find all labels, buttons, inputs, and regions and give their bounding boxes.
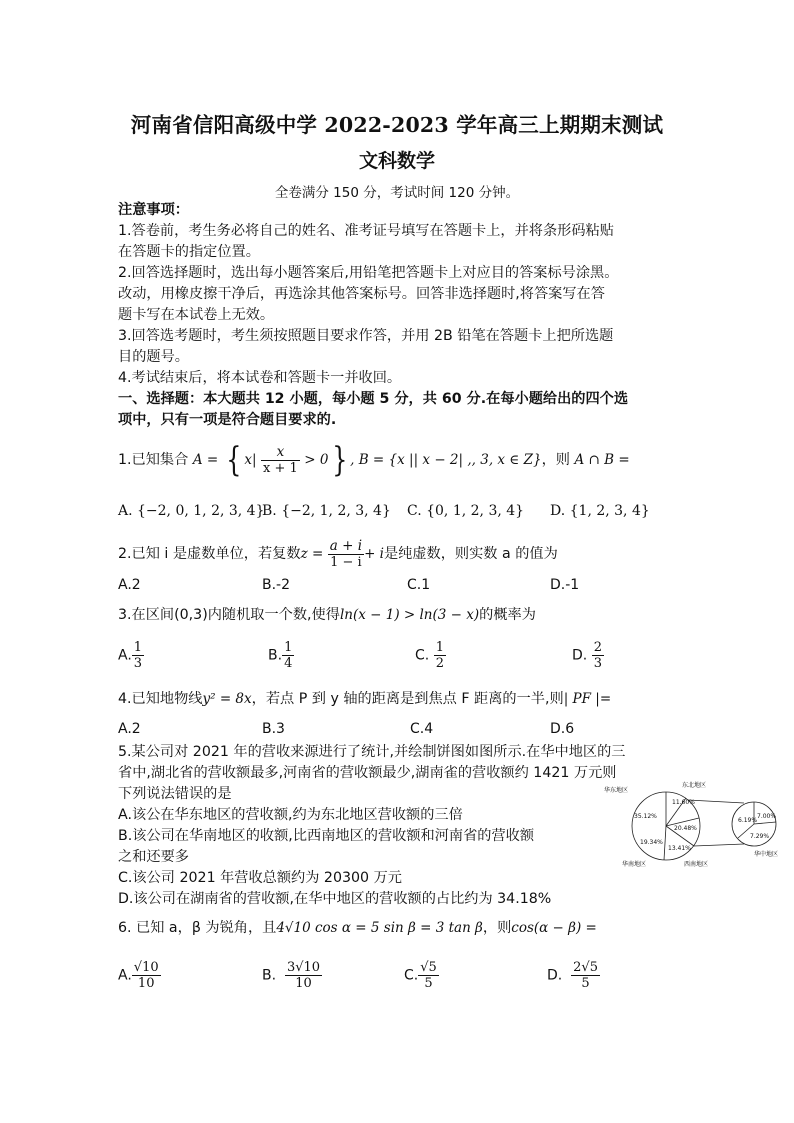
question-text: 6. 已知 a，β 为锐角，且 <box>118 920 277 936</box>
question-text: ，则 <box>482 920 512 936</box>
fraction-numerator: 1 <box>435 640 444 655</box>
option-c: C.1 <box>407 577 431 593</box>
section-heading-cont: 项中，只有一项是符合题目要求的. <box>118 412 337 428</box>
chart-value: 35.12% <box>634 813 657 820</box>
option-a: A.2 <box>118 721 141 737</box>
fraction-denominator: 2 <box>435 656 444 671</box>
fraction <box>132 640 144 671</box>
option-label: B. <box>262 967 277 984</box>
fraction <box>418 960 439 991</box>
option-a: A. {−2, 0, 1, 2, 3, 4} <box>118 503 265 519</box>
right-brace: } <box>331 440 347 480</box>
option-c: C.该公司 2021 年营收总额约为 20300 万元 <box>118 870 402 886</box>
chart-value: 7.00% <box>757 813 777 820</box>
chart-label: 西南地区 <box>684 861 709 868</box>
chart-value: 19.34% <box>640 839 663 846</box>
fraction-denominator: 10 <box>132 975 161 991</box>
option-c: C.4 <box>410 721 434 737</box>
math-expr: + i <box>364 546 384 562</box>
question-text: 1.已知集合 <box>118 452 189 468</box>
option-b <box>268 640 294 671</box>
fraction-denominator: 5 <box>571 975 600 991</box>
notice-line: 改动，用橡皮擦干净后，再选涂其他答案标号。回答非选择题时,将答案写在答 <box>118 286 605 302</box>
question-text: ，则 <box>541 452 570 468</box>
math-expr: ln(x − 1) > ln(3 − x) <box>339 607 480 623</box>
option-b: B.该公司在华南地区的收额,比西南地区的营收额和河南省的营收额 <box>118 828 535 844</box>
option-d: D.该公司在湖南省的营收额,在华中地区的营收额的占比约为 34.18% <box>118 891 552 907</box>
option-label: D. <box>547 967 563 984</box>
chart-label: 华南地区 <box>622 861 647 868</box>
fraction <box>285 960 322 991</box>
fraction <box>282 640 294 671</box>
section-heading: 一、选择题：本大题共 12 小题，每小题 5 分，共 60 分.在每小题给出的四个选 <box>118 391 629 407</box>
question-1 <box>118 440 630 480</box>
math-expr: 4√10 cos α = 5 sin β = 3 tan β <box>276 920 483 936</box>
fraction-numerator: 2 <box>593 640 602 655</box>
question-5-line: 下列说法错误的是 <box>118 786 232 802</box>
notice-line: 1.答卷前，考生务必将自己的姓名、准考证号填写在答题卡上，并将条形码粘贴 <box>118 223 614 239</box>
math-expr: z = <box>300 546 324 562</box>
exam-note: 全卷满分 150 分，考试时间 120 分钟。 <box>274 185 520 201</box>
notice-line: 目的题号。 <box>118 349 189 365</box>
connector-line <box>688 800 744 803</box>
fraction-numerator: √10 <box>133 960 159 975</box>
fraction-denominator: 10 <box>285 975 322 991</box>
notice-line: 在答题卡的指定位置。 <box>118 244 260 260</box>
fraction-denominator: 3 <box>593 656 602 671</box>
option-label: A. <box>118 967 132 984</box>
notice-line: 题卡写在本试卷上无效。 <box>118 307 275 323</box>
option-label: A. <box>118 647 132 664</box>
fraction-numerator: a + i <box>329 537 363 554</box>
option-b: B. {−2, 1, 2, 3, 4} <box>262 503 391 519</box>
question-5-line: 省中,湖北省的营收额最多,河南省的营收额最少,湖南雀的营收额约 1421 万元则 <box>118 765 617 781</box>
question-5-line: 5.某公司对 2021 年的营收来源进行了统计,并绘制饼图如图所示.在华中地区的三 <box>118 744 626 760</box>
math-expr: cos(α − β) = <box>511 920 597 936</box>
fraction <box>328 539 364 570</box>
option-a <box>118 960 161 991</box>
math-expr: x| <box>244 452 257 468</box>
pie-slice-edge <box>664 826 666 860</box>
question-text: 的概率为 <box>479 607 536 623</box>
fraction-denominator: 4 <box>284 656 293 671</box>
page-title: 河南省信阳高级中学 2022-2023 学年高三上期期末测试 <box>130 113 664 137</box>
option-d: D.6 <box>550 721 575 737</box>
chart-value: 13.41% <box>668 845 691 852</box>
chart-value: 7.29% <box>750 833 770 840</box>
option-d <box>547 960 600 991</box>
fraction-denominator: 3 <box>133 656 143 671</box>
chart-value: 6.19% <box>738 817 758 824</box>
option-c <box>415 640 446 671</box>
fraction-numerator: 3√10 <box>286 960 321 975</box>
fraction <box>571 960 600 991</box>
math-expr: > 0 <box>304 452 329 468</box>
math-expr: , B = {x || x − 2| ,, 3, x ∈ Z} <box>350 452 542 468</box>
left-brace: { <box>225 440 242 480</box>
option-label: C. <box>415 647 430 664</box>
fraction-denominator: x + 1 <box>263 460 298 476</box>
chart-label: 华中地区 <box>754 851 779 858</box>
fraction-numerator: 1 <box>133 640 143 655</box>
chart-label: 东北地区 <box>682 782 707 789</box>
question-text: 2.已知 i 是虚数单位，若复数 <box>118 546 301 562</box>
chart-label: 华东地区 <box>604 787 629 794</box>
question-2 <box>118 537 558 571</box>
option-b: B.-2 <box>262 577 291 593</box>
fraction-numerator: x <box>276 443 285 460</box>
option-c: C. {0, 1, 2, 3, 4} <box>407 503 525 519</box>
fraction-numerator: √5 <box>420 960 437 975</box>
math-expr: A = <box>192 452 219 468</box>
fraction-numerator: 1 <box>284 640 293 655</box>
pie-chart-figure <box>604 778 794 870</box>
option-c <box>404 960 439 991</box>
fraction-numerator: 2√5 <box>573 960 598 975</box>
fraction-denominator: 1 − i <box>328 554 364 570</box>
fraction <box>592 640 604 671</box>
question-text: 是纯虚数，则实数 a 的值为 <box>383 546 558 562</box>
option-d <box>572 640 604 671</box>
question-text: ，若点 P 到 y 轴的距离是到焦点 F 距离的一半,则 <box>251 691 564 707</box>
option-label: D. <box>572 647 588 664</box>
fraction-denominator: 5 <box>418 975 439 991</box>
option-a: A.2 <box>118 577 141 593</box>
math-expr: A ∩ B = <box>574 452 630 468</box>
question-4 <box>118 689 611 710</box>
option-b-cont: 之和还要多 <box>118 849 189 865</box>
option-a: A.该公在华东地区的营收额,约为东北地区营收额的三倍 <box>118 807 463 823</box>
notice-line: 2.回答选择题时，选出每小题答案后,用铅笔把答题卡上对应目的答案标号涂黑。 <box>118 265 619 281</box>
option-a <box>118 640 144 671</box>
math-expr: | PF |= <box>563 691 612 707</box>
option-d: D. {1, 2, 3, 4} <box>550 503 650 519</box>
pie-slice-edge <box>754 822 776 824</box>
math-expr: y² = 8x <box>202 691 252 707</box>
chart-value: 20.48% <box>674 825 697 832</box>
option-label: B. <box>268 647 283 664</box>
question-text: 4.已知地物线 <box>118 691 203 707</box>
question-6 <box>118 918 597 939</box>
notice-line: 4.考试结束后，将本试卷和答题卡一并收回。 <box>118 370 402 386</box>
notice-line: 3.回答选考题时，考生须按照题目要求作答，并用 2B 铅笔在答题卡上把所选题 <box>118 328 614 344</box>
option-b: B.3 <box>262 721 285 737</box>
fraction <box>261 445 300 476</box>
question-3 <box>118 605 536 626</box>
option-label: C. <box>404 967 419 984</box>
question-text: 3.在区间(0,3)内随机取一个数,使得 <box>118 607 340 623</box>
fraction <box>434 640 446 671</box>
notice-heading: 注意事项： <box>118 202 189 218</box>
option-b <box>262 960 322 991</box>
connector-line <box>694 844 744 846</box>
option-d: D.-1 <box>550 577 580 593</box>
chart-value: 11.60% <box>672 799 695 806</box>
subject-title: 文科数学 <box>358 150 435 172</box>
fraction <box>132 960 161 991</box>
